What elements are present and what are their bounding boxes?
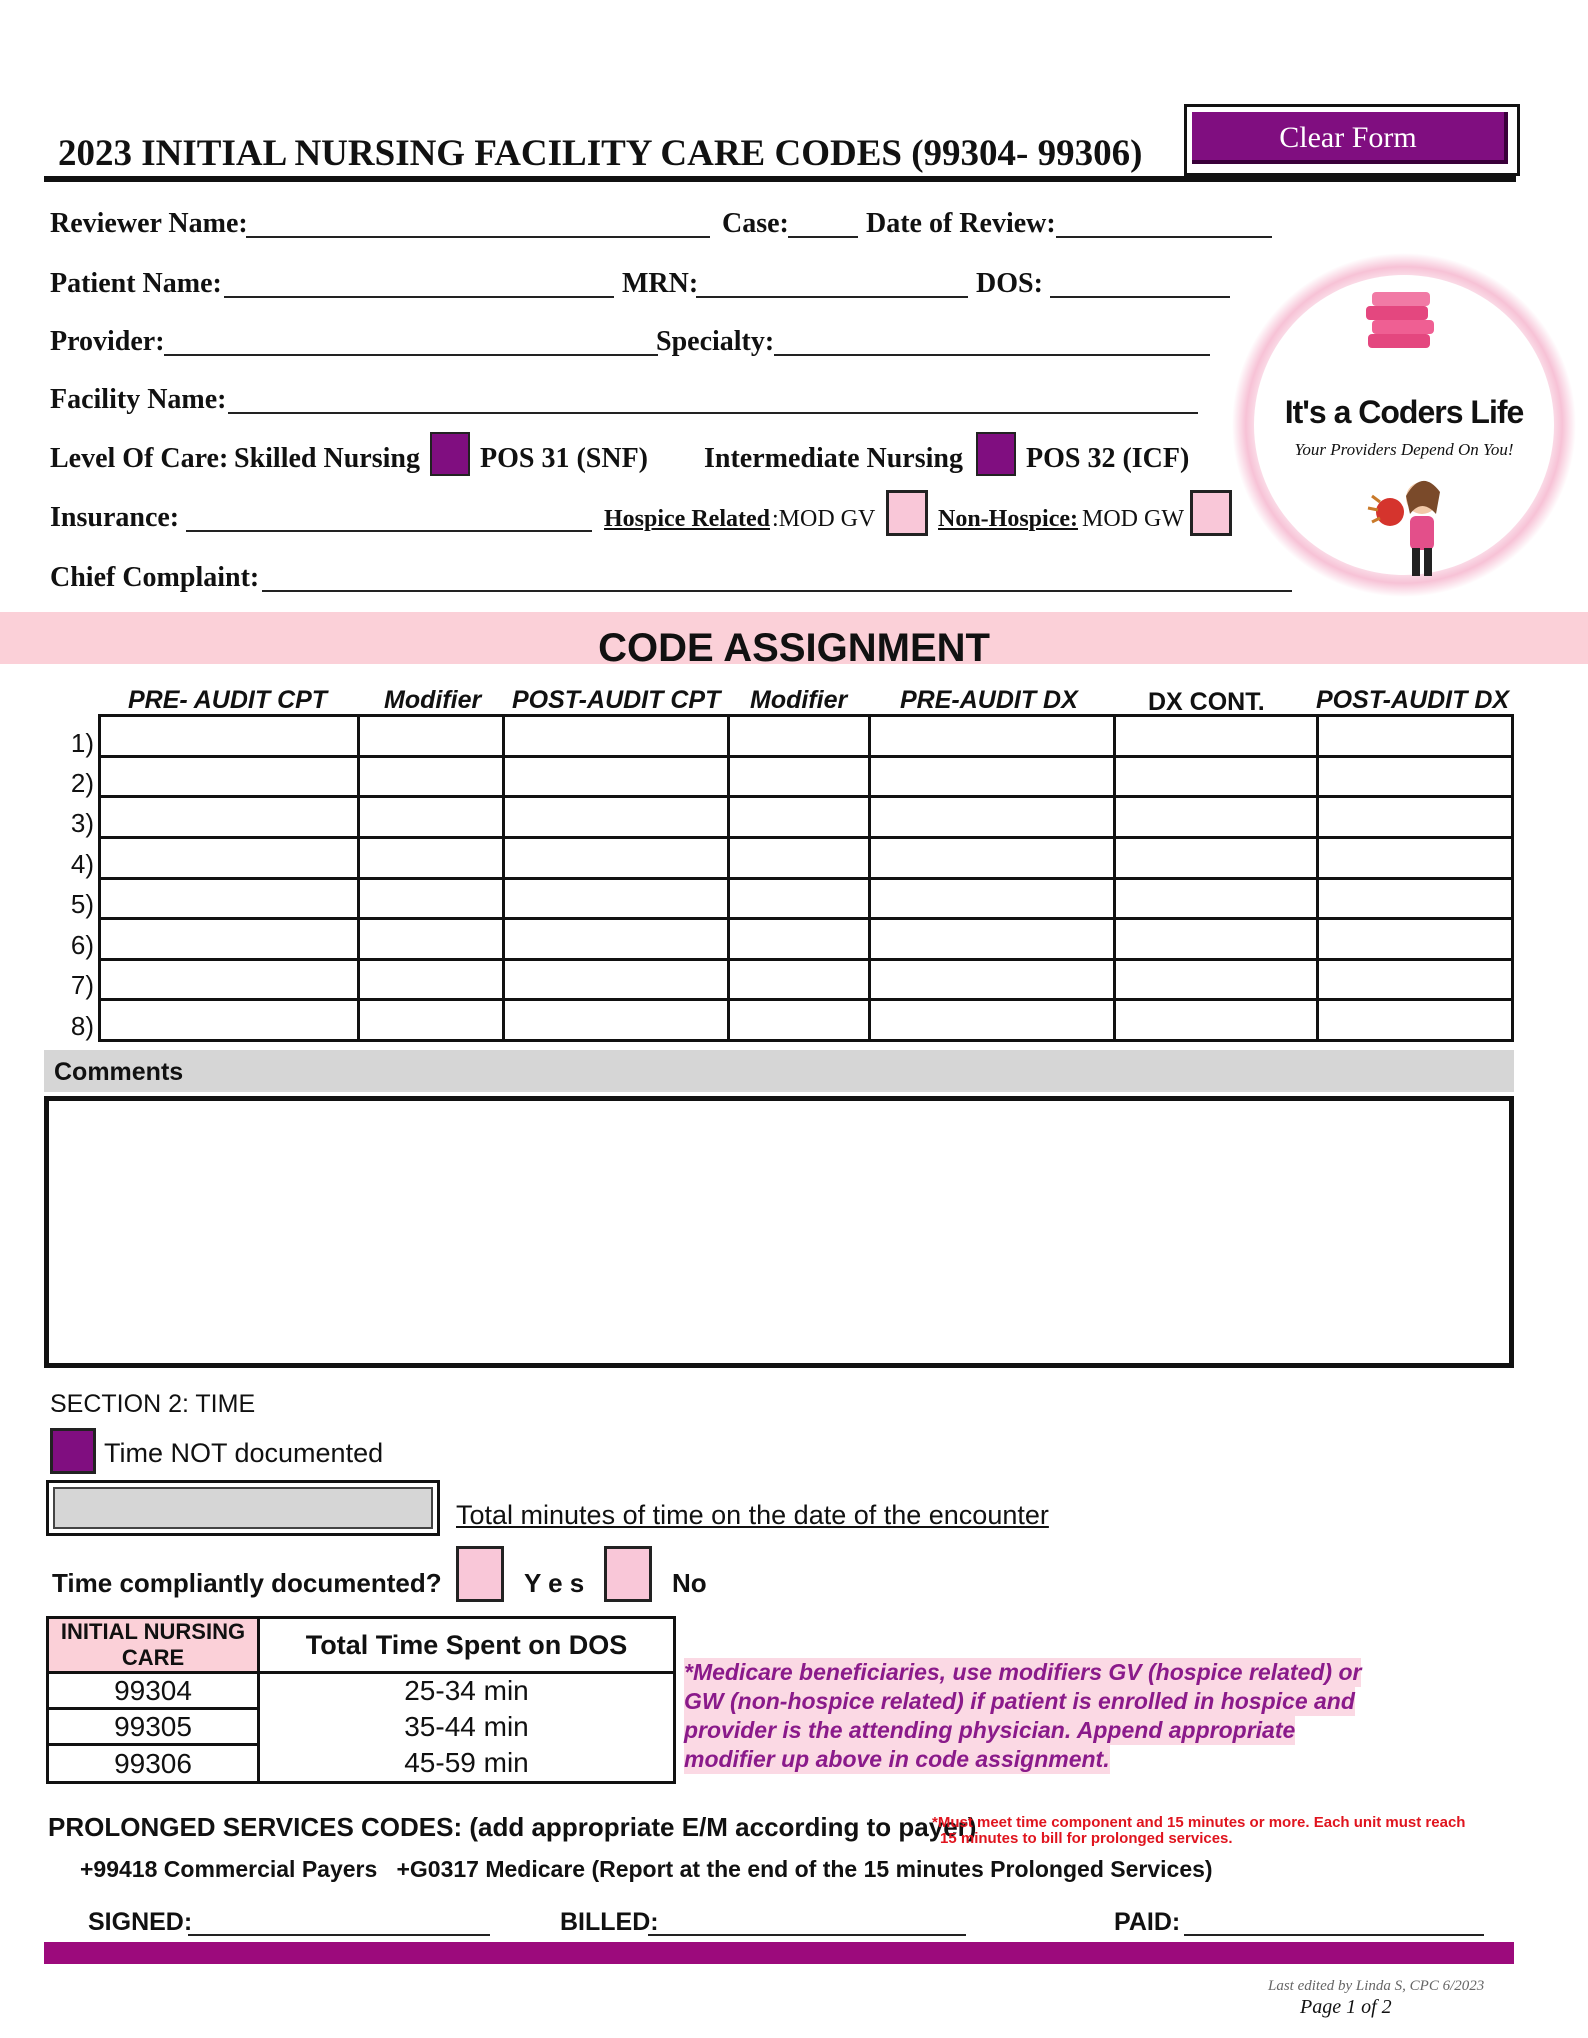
logo-name: It's a Coders Life [1284, 394, 1524, 430]
table-cell[interactable] [1318, 878, 1513, 919]
table-row [48, 1673, 675, 1709]
table-cell[interactable] [100, 959, 359, 1000]
table-cell[interactable] [870, 959, 1115, 1000]
table-cell[interactable] [100, 837, 359, 878]
time-compliant-no-checkbox[interactable] [604, 1546, 652, 1602]
table-cell[interactable] [359, 797, 504, 838]
col-header-dx-cont: DX CONT. [1148, 688, 1265, 716]
mrn-label: MRN: [622, 268, 699, 299]
insurance-field[interactable] [186, 530, 592, 532]
footer-bar [44, 1942, 1514, 1964]
table-cell[interactable] [359, 837, 504, 878]
table-cell-time: 45-59 min [259, 1745, 675, 1783]
table-cell[interactable] [1115, 756, 1318, 797]
pos32-label: POS 32 (ICF) [1026, 443, 1190, 474]
specialty-label: Specialty: [656, 326, 775, 357]
table-cell[interactable] [1318, 919, 1513, 960]
table-cell-code: 99306 [48, 1745, 259, 1783]
table-cell[interactable] [1115, 797, 1318, 838]
patient-name-field[interactable] [224, 296, 614, 298]
col-header-post-audit-dx: POST-AUDIT DX [1316, 686, 1510, 714]
reviewer-name-field[interactable] [246, 236, 710, 238]
last-edited-note: Last edited by Linda S, CPC 6/2023 [1268, 1978, 1485, 1994]
title-underline [44, 176, 1516, 182]
table-cell[interactable] [1318, 959, 1513, 1000]
total-minutes-label: Total minutes of time on the date of the encounter [456, 1500, 1049, 1530]
non-hospice-label: Non-Hospice: [938, 506, 1078, 532]
table-cell[interactable] [504, 919, 729, 960]
books-icon [1366, 292, 1434, 348]
table-cell[interactable] [870, 756, 1115, 797]
time-not-documented-checkbox[interactable] [50, 1428, 96, 1474]
date-of-review-field[interactable] [1056, 236, 1272, 238]
dos-label: DOS: [976, 268, 1043, 299]
provider-label: Provider: [50, 326, 165, 357]
billed-field[interactable] [648, 1934, 966, 1936]
table-row [100, 837, 1513, 878]
table-row [100, 919, 1513, 960]
paid-field[interactable] [1184, 1934, 1484, 1936]
intermediate-nursing-label: Intermediate Nursing [704, 443, 963, 474]
hospice-related-checkbox[interactable] [886, 490, 928, 536]
table-cell[interactable] [359, 716, 504, 757]
table-cell[interactable] [359, 878, 504, 919]
row-number: 4) [70, 849, 94, 879]
skilled-nursing-checkbox[interactable] [430, 432, 470, 476]
table-header-time: Total Time Spent on DOS [259, 1618, 675, 1673]
specialty-field[interactable] [774, 354, 1210, 356]
table-cell[interactable] [504, 797, 729, 838]
total-minutes-input-fill [53, 1487, 433, 1529]
facility-name-field[interactable] [228, 412, 1198, 414]
prolonged-heading: PROLONGED SERVICES CODES: (add appropriate E/M according to payer) [48, 1812, 977, 1842]
comments-header-bar [44, 1050, 1514, 1092]
table-row [48, 1745, 675, 1783]
patient-name-label: Patient Name: [50, 268, 222, 299]
page-number: Page 1 of 2 [1300, 1996, 1392, 2018]
table-cell[interactable] [1318, 837, 1513, 878]
table-cell[interactable] [1115, 878, 1318, 919]
row-number: 5) [70, 889, 94, 919]
table-cell[interactable] [504, 716, 729, 757]
col-header-pre-audit-cpt: PRE- AUDIT CPT [128, 686, 328, 714]
time-not-documented-label: Time NOT documented [104, 1438, 384, 1468]
mrn-field[interactable] [696, 296, 968, 298]
table-cell[interactable] [870, 716, 1115, 757]
skilled-nursing-label: Skilled Nursing [234, 443, 420, 474]
insurance-label: Insurance: [50, 502, 180, 533]
time-compliant-no-label: No [672, 1568, 707, 1598]
table-cell[interactable] [504, 756, 729, 797]
time-compliant-question: Time compliantly documented? [52, 1568, 442, 1598]
table-cell[interactable] [729, 919, 870, 960]
table-cell-time: 35-44 min [259, 1709, 675, 1745]
medicare-note-line: modifier up above in code assignment. [684, 1746, 1110, 1772]
hospice-related-label: Hospice Related [604, 506, 770, 532]
table-cell[interactable] [504, 837, 729, 878]
col-header-modifier-2: Modifier [750, 686, 848, 714]
time-section-heading: SECTION 2: TIME [50, 1390, 256, 1418]
provider-field[interactable] [164, 354, 658, 356]
clear-form-button[interactable]: Clear Form [1192, 112, 1508, 164]
table-cell[interactable] [870, 797, 1115, 838]
level-of-care-label: Level Of Care: [50, 443, 229, 474]
comments-label: Comments [54, 1058, 184, 1086]
row-number: 2) [70, 768, 94, 798]
intermediate-nursing-checkbox[interactable] [976, 432, 1016, 476]
table-cell[interactable] [870, 1000, 1115, 1041]
signed-field[interactable] [188, 1934, 490, 1936]
table-cell[interactable] [729, 878, 870, 919]
row-number: 8) [70, 1011, 94, 1041]
table-cell[interactable] [359, 1000, 504, 1041]
table-cell[interactable] [100, 756, 359, 797]
page-title: 2023 INITIAL NURSING FACILITY CARE CODES (99304- 99306) [58, 133, 1143, 174]
table-cell[interactable] [1115, 1000, 1318, 1041]
table-cell[interactable] [1115, 959, 1318, 1000]
table-cell[interactable] [504, 959, 729, 1000]
table-cell[interactable] [729, 756, 870, 797]
row-number: 7) [70, 970, 94, 1000]
prolonged-note-line1: *Must meet time component and 15 minutes or more. Each unit must reach [932, 1814, 1466, 1831]
table-cell[interactable] [100, 716, 359, 757]
billed-label: BILLED: [560, 1908, 659, 1936]
col-header-pre-audit-dx: PRE-AUDIT DX [900, 686, 1078, 714]
chief-complaint-label: Chief Complaint: [50, 562, 260, 593]
time-reference-table [46, 1616, 676, 1784]
table-row [100, 959, 1513, 1000]
table-cell-code: 99305 [48, 1709, 259, 1745]
table-cell[interactable] [729, 959, 870, 1000]
dos-field[interactable] [1050, 296, 1230, 298]
medicare-note [684, 1658, 1361, 1774]
table-cell-code: 99304 [48, 1673, 259, 1709]
row-number: 6) [70, 930, 94, 960]
table-cell[interactable] [1318, 1000, 1513, 1041]
table-row [48, 1618, 675, 1673]
table-row [100, 756, 1513, 797]
col-header-modifier-1: Modifier [384, 686, 482, 714]
chief-complaint-field[interactable] [262, 590, 1292, 592]
table-cell[interactable] [100, 1000, 359, 1041]
table-cell[interactable] [870, 919, 1115, 960]
table-cell[interactable] [1115, 837, 1318, 878]
table-cell[interactable] [729, 716, 870, 757]
table-cell[interactable] [100, 878, 359, 919]
table-header-code: INITIAL NURSING CARE [48, 1618, 259, 1673]
row-number: 3) [70, 808, 94, 838]
prolonged-codes: +99418 Commercial Payers +G0317 Medicare (Report at the end of the 15 minutes Prolonged Services) [80, 1856, 1213, 1882]
table-cell[interactable] [870, 837, 1115, 878]
medicare-note-line: provider is the attending physician. Append appropriate [684, 1717, 1296, 1743]
comments-box[interactable] [44, 1096, 1514, 1368]
table-cell[interactable] [870, 878, 1115, 919]
table-row [100, 878, 1513, 919]
table-row [48, 1709, 675, 1745]
date-of-review-label: Date of Review: [866, 208, 1056, 239]
mod-gw-label: MOD GW [1082, 506, 1184, 532]
logo-tagline: Your Providers Depend On You! [1294, 440, 1514, 459]
table-cell[interactable] [504, 878, 729, 919]
reviewer-name-label: Reviewer Name: [50, 208, 248, 239]
time-compliant-yes-label: Y e s [524, 1568, 585, 1598]
table-cell[interactable] [1318, 716, 1513, 757]
facility-name-label: Facility Name: [50, 384, 227, 415]
table-cell[interactable] [504, 1000, 729, 1041]
table-row [100, 716, 1513, 757]
table-row [100, 1000, 1513, 1041]
row-number: 1) [70, 728, 94, 758]
table-cell[interactable] [100, 797, 359, 838]
medicare-note-line: *Medicare beneficiaries, use modifiers GV (hospice related) or [684, 1659, 1362, 1685]
time-compliant-yes-checkbox[interactable] [456, 1546, 504, 1602]
table-cell[interactable] [1115, 716, 1318, 757]
prolonged-note-line2: 15 minutes to bill for prolonged services. [940, 1830, 1233, 1847]
table-cell[interactable] [359, 919, 504, 960]
mod-gv-label: :MOD GV [772, 506, 876, 532]
medicare-note-line: GW (non-hospice related) if patient is enrolled in hospice and [684, 1688, 1355, 1714]
total-minutes-input[interactable] [46, 1480, 440, 1536]
code-assignment-title: CODE ASSIGNMENT [598, 626, 990, 670]
signed-label: SIGNED: [88, 1908, 193, 1936]
table-cell[interactable] [729, 797, 870, 838]
code-assignment-table [98, 714, 1514, 1042]
table-cell[interactable] [1115, 919, 1318, 960]
table-cell[interactable] [729, 1000, 870, 1041]
table-cell[interactable] [1318, 797, 1513, 838]
table-cell[interactable] [100, 919, 359, 960]
paid-label: PAID: [1114, 1908, 1181, 1936]
table-cell[interactable] [729, 837, 870, 878]
col-header-post-audit-cpt: POST-AUDIT CPT [512, 686, 721, 714]
case-label: Case: [722, 208, 789, 239]
table-cell-time: 25-34 min [259, 1673, 675, 1709]
table-row [100, 797, 1513, 838]
table-cell[interactable] [359, 756, 504, 797]
case-field[interactable] [788, 236, 858, 238]
table-cell[interactable] [1318, 756, 1513, 797]
table-cell[interactable] [359, 959, 504, 1000]
pos31-label: POS 31 (SNF) [480, 443, 648, 474]
